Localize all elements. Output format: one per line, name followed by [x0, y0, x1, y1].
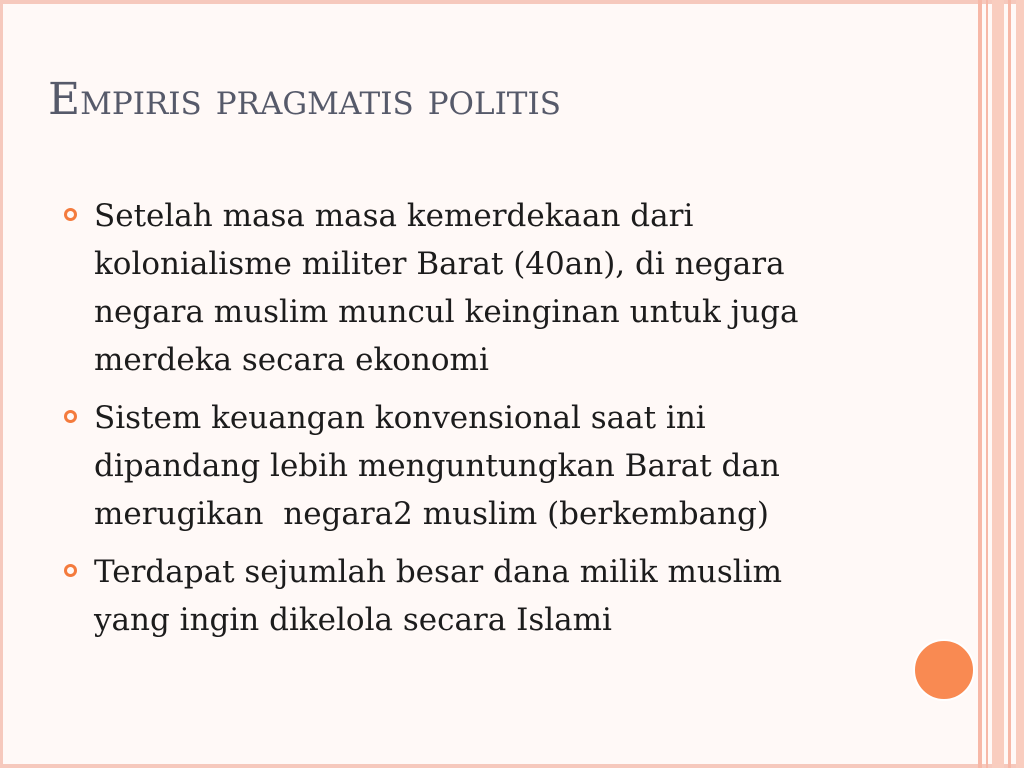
bullet-line: merdeka secara ekonomi [94, 342, 489, 378]
right-stripe [992, 0, 1004, 768]
bullet-line: Setelah masa masa kemerdekaan dari [94, 198, 694, 234]
bullet-list [62, 192, 942, 654]
bullet-item [62, 192, 962, 384]
bullet-item [62, 394, 942, 538]
bottom-border [0, 764, 1024, 768]
bullet-line: yang ingin dikelola secara Islami [94, 602, 612, 638]
left-border [0, 0, 3, 768]
bullet-ring-icon [64, 410, 77, 423]
bullet-line: negara muslim muncul keinginan untuk juga [94, 294, 799, 330]
right-stripe [986, 0, 988, 768]
bullet-line: Sistem keuangan konvensional saat ini [94, 400, 706, 436]
slide-title: Empiris pragmatis politis [48, 74, 561, 125]
bullet-line: kolonialisme militer Barat (40an), di negara [94, 246, 785, 282]
bullet-ring-icon [64, 208, 77, 221]
top-border [0, 0, 1024, 4]
bullet-item [62, 548, 942, 644]
bullet-line: Terdapat sejumlah besar dana milik muslim [94, 554, 782, 590]
bullet-ring-icon [64, 564, 77, 577]
bullet-line: dipandang lebih menguntungkan Barat dan [94, 448, 780, 484]
right-stripe [1016, 0, 1024, 768]
right-stripe [978, 0, 982, 768]
bullet-line: merugikan negara2 muslim (berkembang) [94, 496, 769, 532]
right-stripe [1008, 0, 1011, 768]
